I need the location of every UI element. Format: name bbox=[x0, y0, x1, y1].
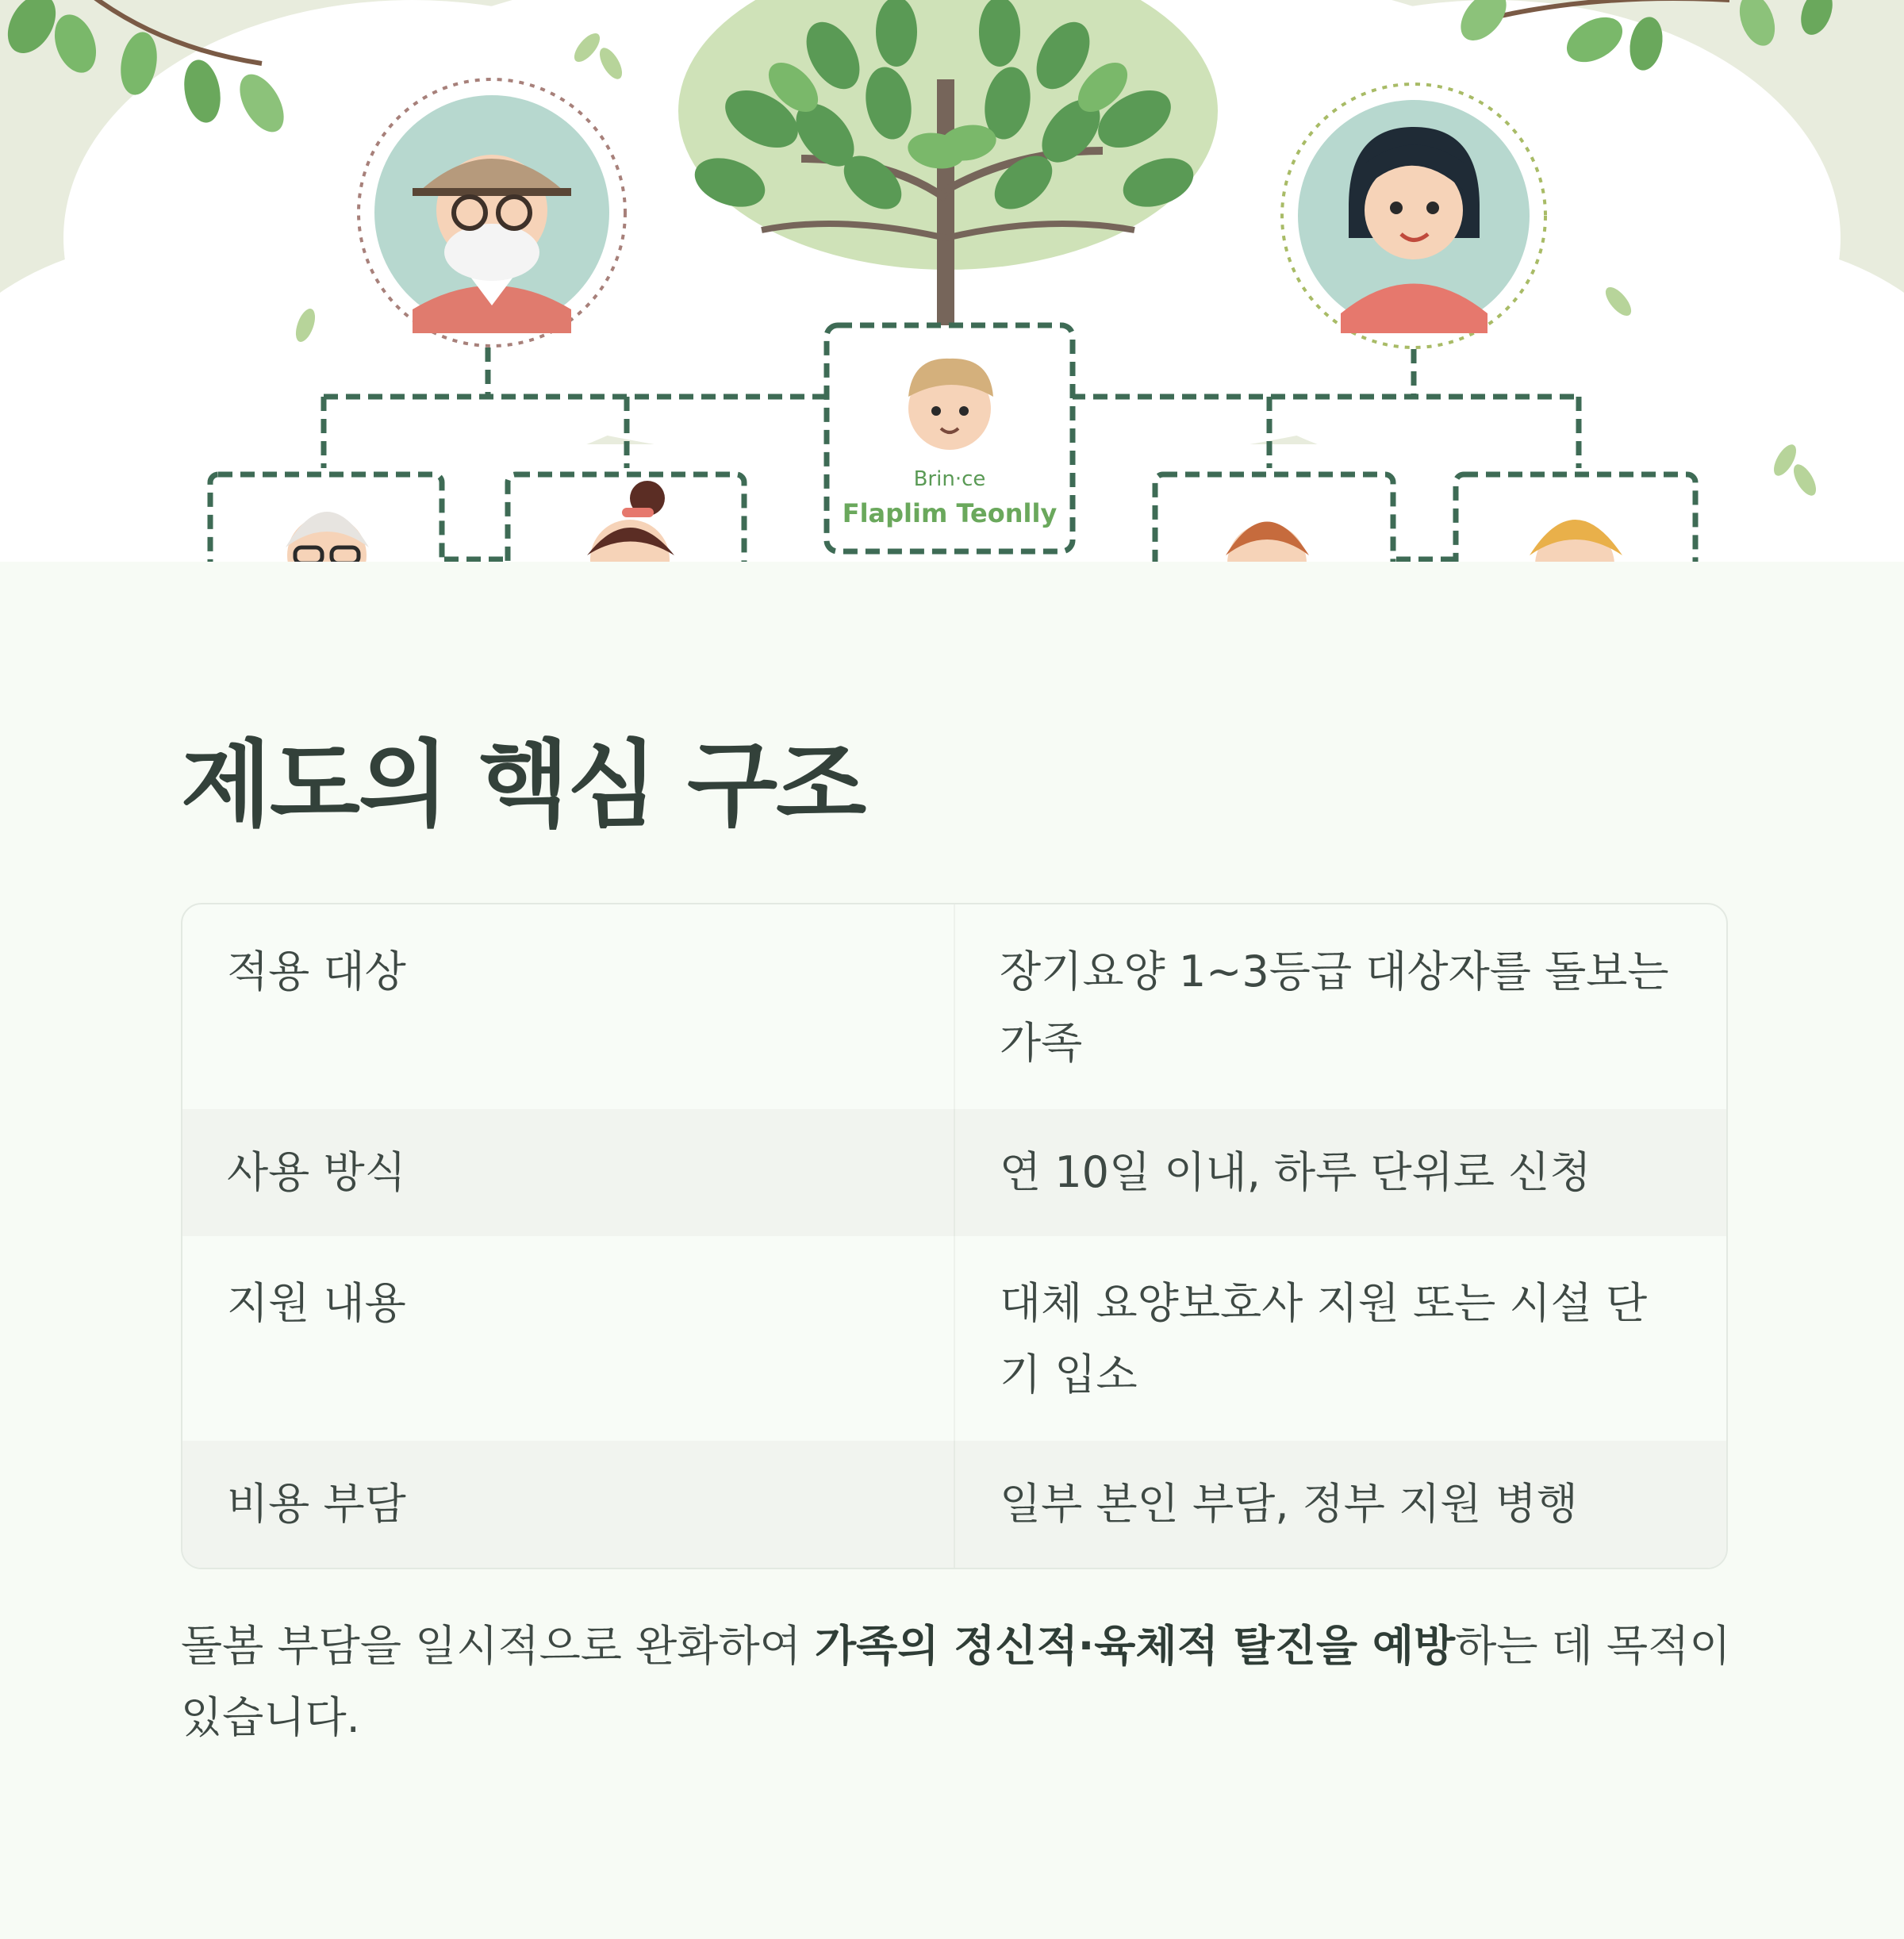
note-emphasis: 가족의 정신적·육체적 탈진을 예방 bbox=[814, 1621, 1456, 1671]
family-box-daughter bbox=[1456, 474, 1695, 563]
hero-illustration bbox=[0, 0, 1904, 563]
table-row bbox=[182, 1109, 1726, 1236]
table-row bbox=[182, 904, 1726, 1109]
page-title: 제도의 핵심 구조 bbox=[181, 730, 866, 839]
row-value: 일부 본인 부담, 정부 지원 병행 bbox=[954, 1441, 1726, 1568]
table-row bbox=[182, 1236, 1726, 1441]
info-table bbox=[181, 903, 1728, 1569]
row-label: 비용 부담 bbox=[227, 1479, 406, 1529]
badge-line-1: Brin·ce bbox=[913, 467, 986, 491]
family-box-sister bbox=[508, 474, 744, 563]
family-box-grandmother bbox=[210, 474, 442, 563]
center-child-badge bbox=[827, 325, 1073, 551]
badge-line-2: Flaplim Teonlly bbox=[842, 498, 1058, 528]
row-value: 장기요양 1~3등급 대상자를 돌보는 가족 bbox=[954, 904, 1726, 1109]
family-tree-illustration bbox=[0, 0, 1904, 563]
row-value: 연 10일 이내, 하루 단위로 신청 bbox=[954, 1109, 1726, 1236]
table-row bbox=[182, 1441, 1726, 1568]
row-label: 적용 대상 bbox=[227, 946, 406, 996]
row-value: 대체 요양보호사 지원 또는 시설 단기 입소 bbox=[954, 1236, 1726, 1441]
note-text-after: 하는 데 목적이 있습니다. bbox=[181, 1621, 1731, 1742]
family-box-son bbox=[1155, 474, 1393, 563]
summary-note bbox=[181, 1611, 1736, 1753]
row-label: 지원 내용 bbox=[227, 1278, 406, 1328]
note-text-before: 돌봄 부담을 일시적으로 완화하여 bbox=[181, 1621, 815, 1671]
row-label: 사용 방식 bbox=[227, 1147, 406, 1197]
